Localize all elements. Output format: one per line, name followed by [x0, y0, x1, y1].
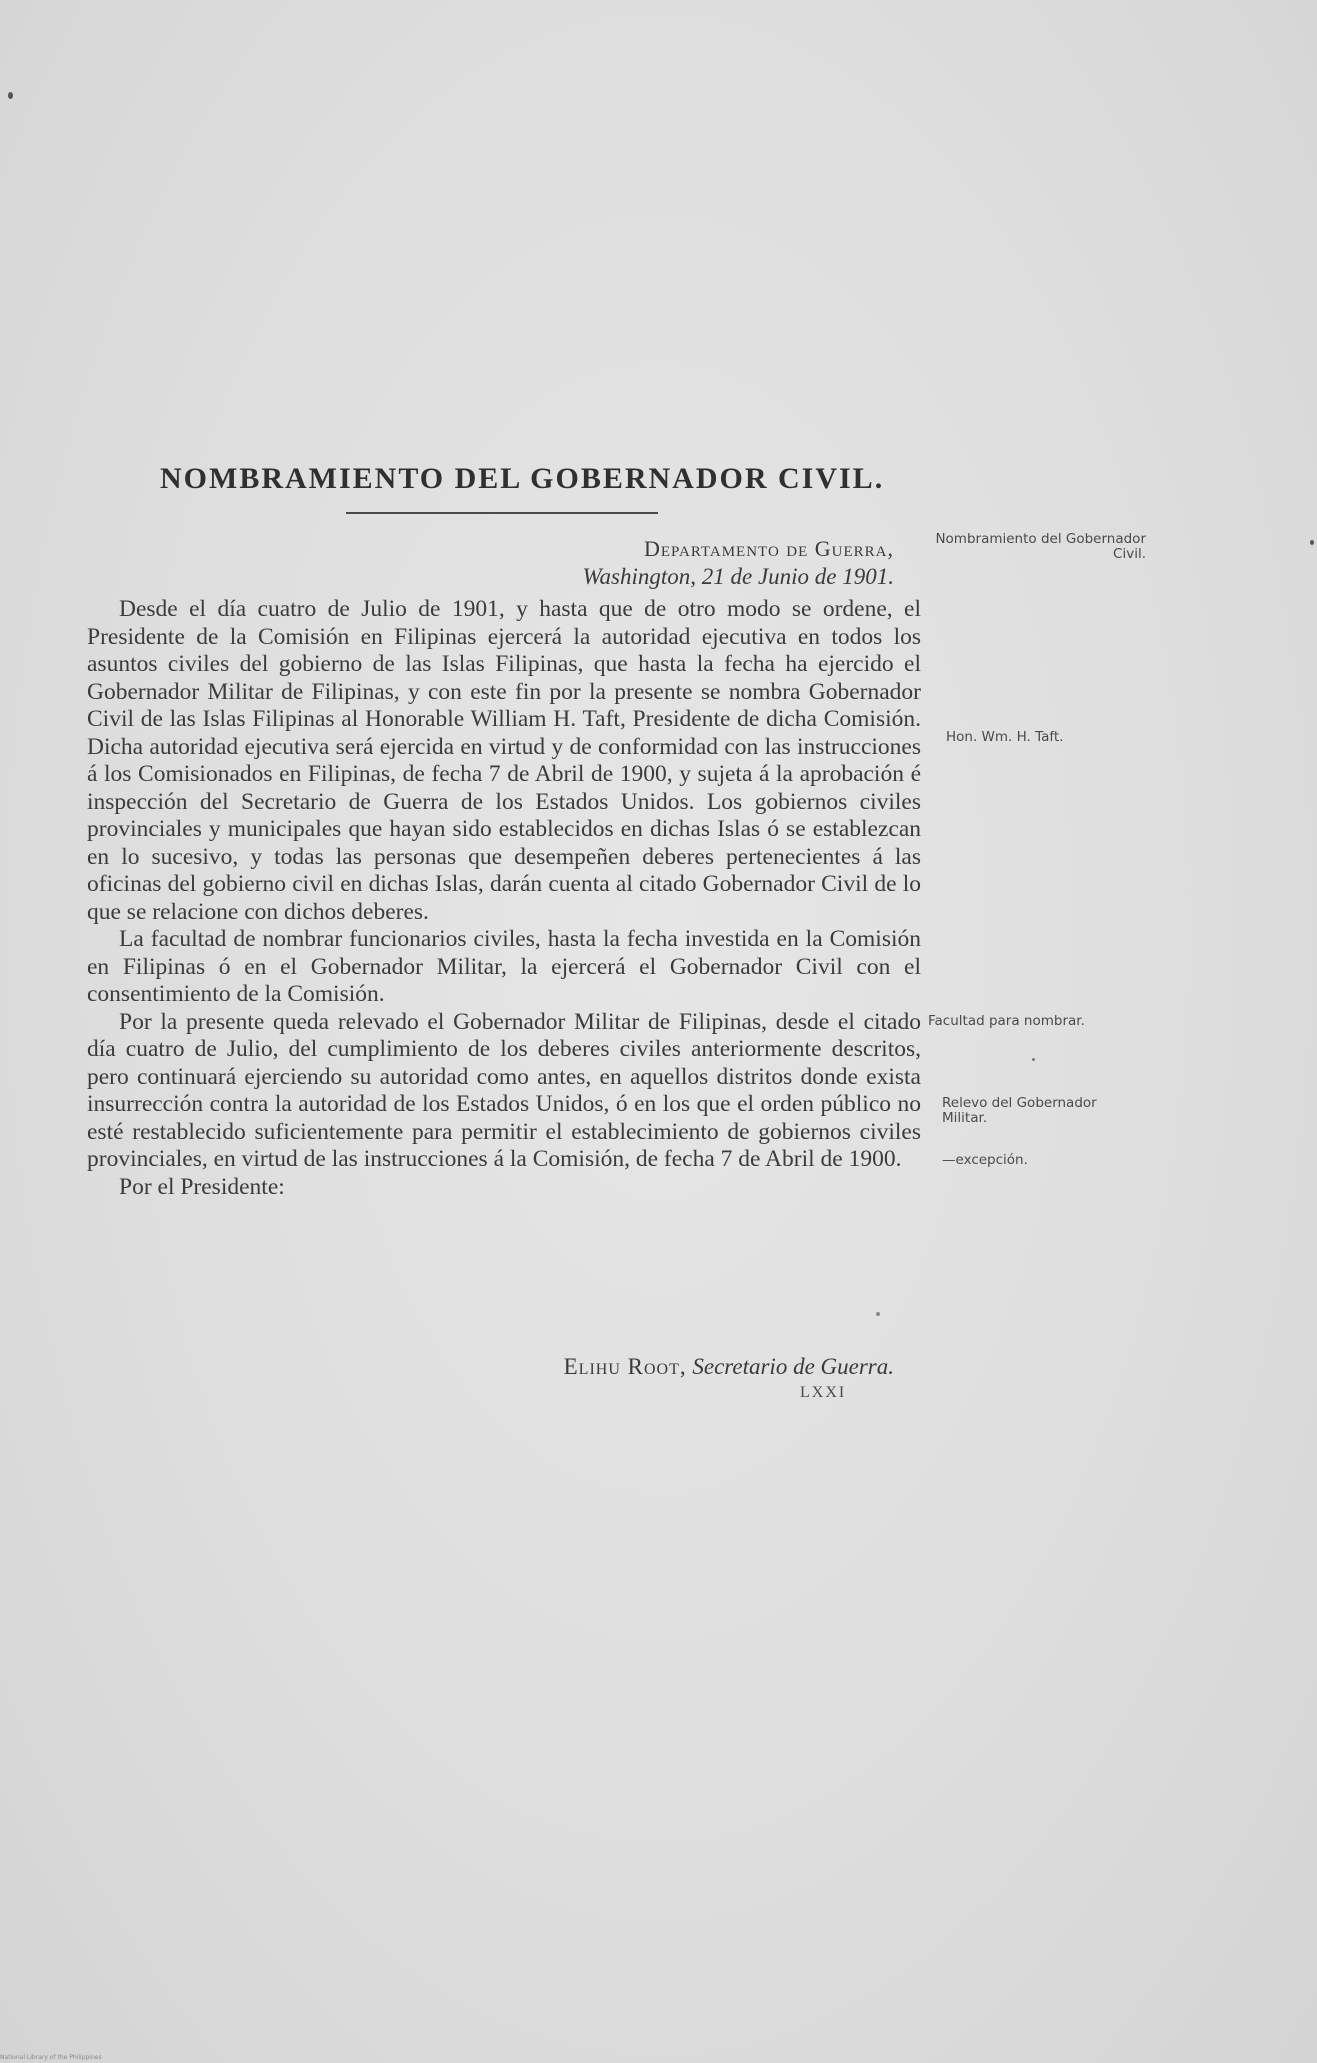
paragraph-appointment: Desde el día cuatro de Julio de 1901, y hasta que de otro modo se ordene, el Presidente de la Comisión en Filipinas ejercerá la autoridad ejecutiva en todos los asuntos civiles del gobierno de las Islas Filipinas, que hasta la fecha ha ejercido el Gobernador Militar de Filipinas, y con este fin por la presente se nombra Gobernador Civil de las Islas Filipinas al Honorable William H. Taft, Presidente de dicha Comisión. Dicha autoridad ejecutiva será ejercida en virtud y de conformidad con las instrucciones á los Comisionados en Filipinas, de fecha 7 de Abril de 1900, y sujeta á la aprobación é inspección del Secretario de Guerra de los Estados Unidos. Los gobiernos civiles provinciales y municipales que hayan sido establecidos en dichas Islas ó se establezcan en lo sucesivo, y todas las personas que desempeñen deberes pertenecientes á las oficinas del gobierno civil en dichas Islas, darán cuenta al citado Gobernador Civil de lo que se relacione con dichos deberes.	[87, 596, 921, 925]
scan-speck	[1310, 540, 1314, 545]
margin-note-taft: Hon. Wm. H. Taft.	[946, 729, 1064, 745]
signature-name: Elihu Root,	[563, 1354, 687, 1379]
department-line: Departamento de Guerra,	[643, 536, 894, 561]
margin-note-exception: —excepción.	[942, 1152, 1028, 1168]
margin-note-appointment: Nombramiento del Gobernador Civil.	[935, 531, 1146, 562]
signature-line	[440, 1354, 894, 1380]
document-body	[87, 596, 921, 1201]
page-title: NOMBRAMIENTO DEL GOBERNADOR CIVIL.	[160, 462, 885, 495]
paragraph-closing: Por el Presidente:	[119, 1173, 285, 1200]
margin-note-relief: Relevo del Gobernador Militar.	[942, 1095, 1097, 1126]
scan-speck	[876, 1312, 880, 1316]
margin-note-appointing-power: Facultad para nombrar.	[928, 1013, 1085, 1029]
title-rule	[346, 512, 658, 514]
place-date-line: Washington, 21 de Junio de 1901.	[582, 564, 894, 589]
scan-speck	[8, 92, 13, 99]
page-folio: LXXI	[800, 1384, 847, 1401]
library-credit: National Library of the Philippines	[0, 2054, 102, 2061]
paragraph-appointing-power: La facultad de nombrar funcionarios civiles, hasta la fecha investida en la Comisión en Filipinas ó en el Gobernador Militar, la ejercerá el Gobernador Civil con el consentimiento de la Comisión.	[87, 926, 921, 1007]
paragraph-relief: Por la presente queda relevado el Gobernador Militar de Filipinas, desde el citado día cuatro de Julio, del cumplimiento de los deberes civiles anteriormente descritos, pero continuará ejerciendo su autoridad como antes, en aquellos distritos donde exista insurrección contra la autoridad de los Estados Unidos, ó en los que el orden público no esté restablecido suficientemente para permitir el establecimiento de gobiernos civiles provinciales, en virtud de las instrucciones á la Comisión, de fecha 7 de Abril de 1900.	[87, 1008, 921, 1172]
scan-speck	[1032, 1058, 1035, 1061]
signature-title: Secretario de Guerra.	[692, 1354, 894, 1379]
